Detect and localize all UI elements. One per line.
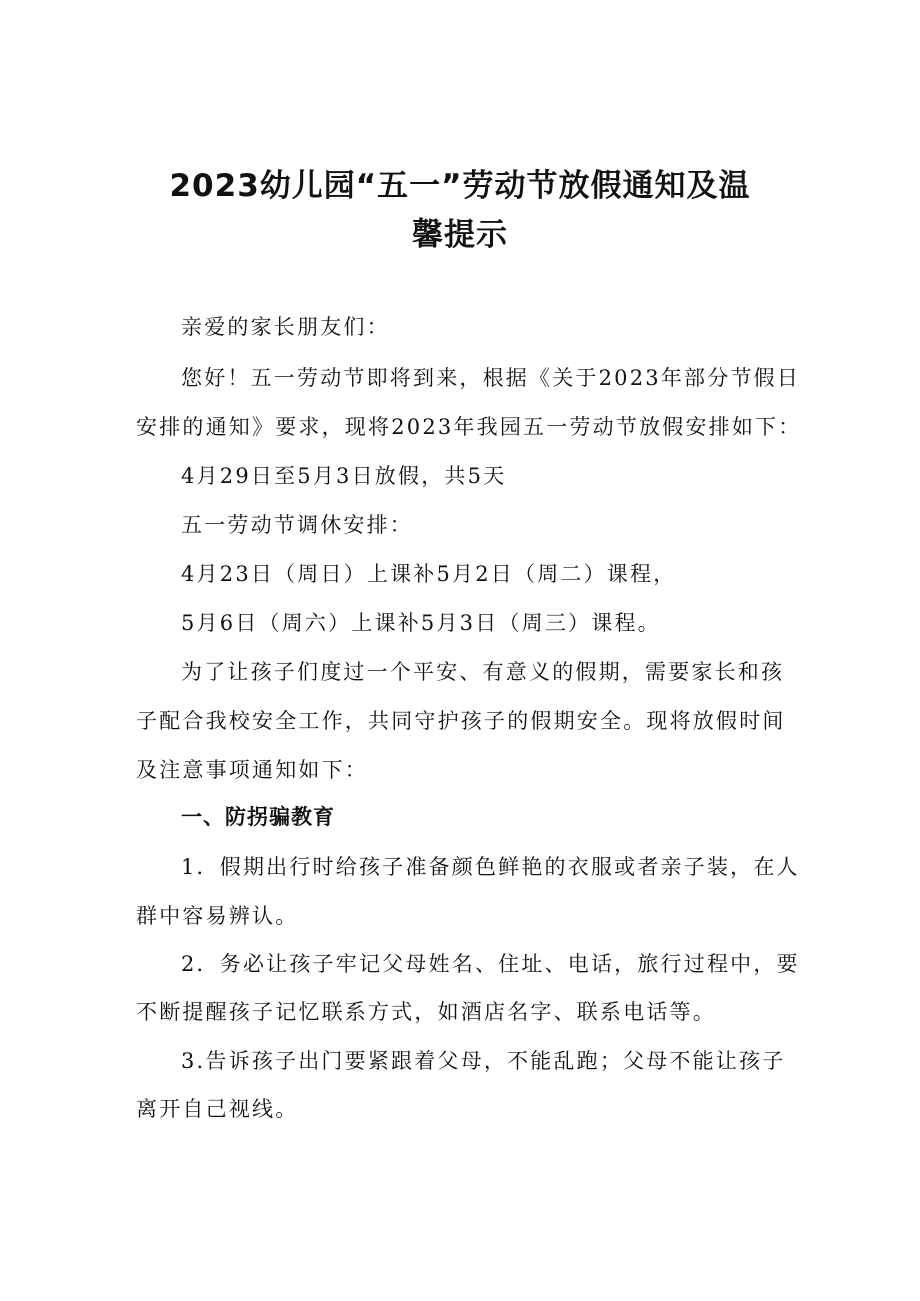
list-item-line: 离开自己视线。	[136, 1097, 299, 1121]
makeup-schedule-line: 4月23日（周日）上课补5月2日（周二）课程，	[181, 562, 677, 586]
makeup-schedule-line: 5月6日（周六）上课补5月3日（周三）课程。	[181, 611, 661, 635]
document-title-line-2: 馨提示	[412, 217, 508, 253]
paragraph-line: 及注意事项通知如下：	[136, 758, 368, 782]
list-item-line: 群中容易辨认。	[136, 904, 299, 928]
list-item-line: 不断提醒孩子记忆联系方式，如酒店名字、联系电话等。	[136, 1000, 716, 1024]
salutation: 亲爱的家长朋友们：	[181, 315, 390, 339]
paragraph-line: 安排的通知》要求，现将2023年我园五一劳动节放假安排如下：	[136, 415, 802, 439]
holiday-dates-line: 4月29日至5月3日放假，共5天	[181, 464, 507, 488]
paragraph-line: 您好！五一劳动节即将到来，根据《关于2023年部分节假日	[181, 366, 801, 390]
paragraph-line: 为了让孩子们度过一个平安、有意义的假期，需要家长和孩	[181, 660, 785, 684]
list-item-line: 3.告诉孩子出门要紧跟着父母，不能乱跑；父母不能让孩子	[181, 1049, 786, 1073]
list-item-line: 1．假期出行时给孩子准备颜色鲜艳的衣服或者亲子装，在人	[181, 855, 800, 879]
document-title-line-1: 2023幼儿园“五一”劳动节放假通知及温	[169, 168, 751, 204]
list-item-line: 2．务必让孩子牢记父母姓名、住址、电话，旅行过程中，要	[181, 952, 800, 976]
section-heading: 一、防拐骗教育	[181, 805, 335, 829]
paragraph-line: 子配合我校安全工作，共同守护孩子的假期安全。现将放假时间	[136, 709, 786, 733]
makeup-schedule-heading: 五一劳动节调休安排：	[181, 513, 413, 537]
